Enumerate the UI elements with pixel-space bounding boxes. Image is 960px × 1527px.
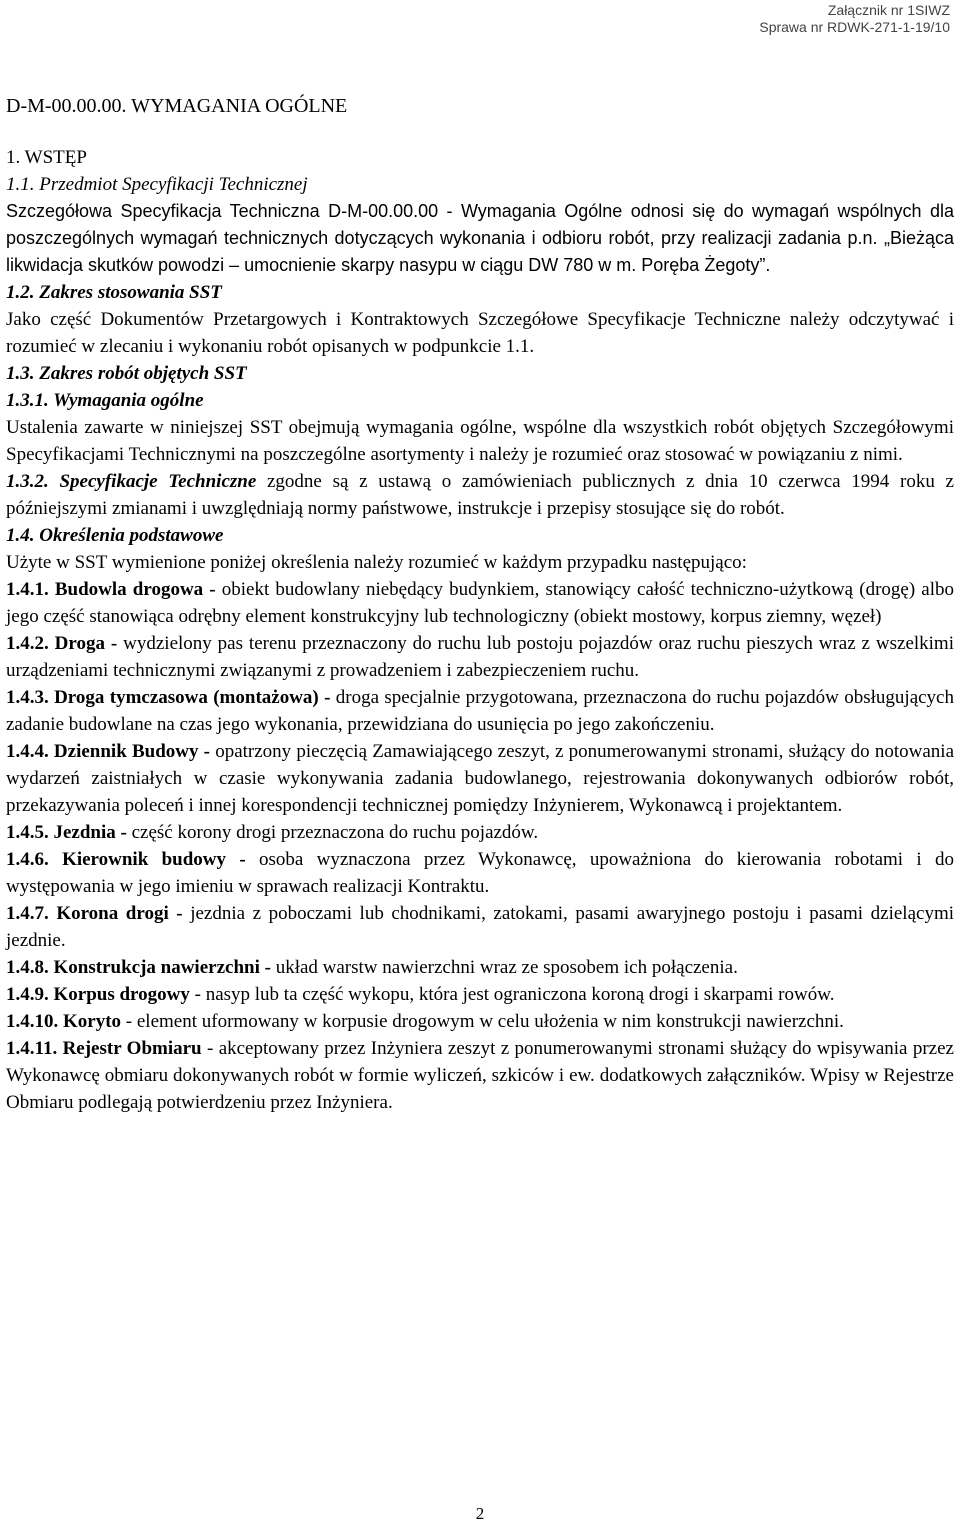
definition-text: układ warstw nawierzchni wraz ze sposobem ich połączenia. [270,957,738,978]
definition-text: jezdnia z poboczami lub chodnikami, zatokami, pasami awaryjnego postoju i pasami dzielącymi jezdnie. [6,903,954,951]
document-title: D-M-00.00.00. WYMAGANIA OGÓLNE [6,95,348,117]
definition-item [6,1008,954,1035]
definition-item [6,1035,954,1116]
definition-term: 1.4.10. Koryto [6,1011,122,1032]
document-header-reference [759,2,950,36]
section-heading-1-1: 1.1. Przedmiot Specyfikacji Technicznej [6,174,308,195]
definition-text: obiekt budowlany niebędący budynkiem, stanowiący całość techniczno-użytkową (drogę) albo jego część stanowiąca odrębny element konstrukcyjny lub technologiczny (obiekt mostowy, korpus ziemny, węzeł) [6,579,954,627]
section-1-3-1-text: Ustalenia zawarte w niniejszej SST obejmują wymagania ogólne, wspólne dla wszystkich robót objętych Szczegółowymi Specyfikacjami Technicznymi na poszczególne asortymenty i należy je rozumieć oraz stosować w powiązaniu z nimi. [6,417,954,465]
definition-term: 1.4.9. Korpus drogowy [6,984,190,1005]
definition-item [6,954,954,981]
definition-item [6,900,954,954]
section-1-1-text: Szczegółowa Specyfikacja Techniczna D-M-00.00.00 - Wymagania Ogólne odnosi się do wymagań wspólnych dla poszczególnych wymagań technicznych dotyczących wykonania i odbioru robót, przy realizacji zadania p.n. „Bieżąca likwidacja skutków powodzi – umocnienie skarpy nasypu w ciągu DW 780 w m. Poręba Żegoty”. [6,201,954,275]
definition-item [6,846,954,900]
definition-term: 1.4.8. Konstrukcja nawierzchni - [6,957,271,978]
definition-item [6,630,954,684]
definition-text: część korony drogi przeznaczona do ruchu pojazdów. [126,822,539,843]
section-1-4-text: Użyte w SST wymienione poniżej określenia należy rozumieć w każdym przypadku następująco: [6,552,747,573]
definition-text: osoba wyznaczona przez Wykonawcę, upoważniona do kierowania robotami i do występowania w jego imieniu w sprawach realizacji Kontraktu. [6,849,954,897]
case-number: Sprawa nr RDWK-271-1-19/10 [759,19,950,35]
definition-term: 1.4.5. Jezdnia - [6,822,127,843]
definition-item [6,819,954,846]
document-body [6,92,954,1116]
definition-text: droga specjalnie przygotowana, przeznaczona do ruchu pojazdów obsługujących zadanie budowlane na czas jego wykonania, przewidziana do usunięcia po jego zakończeniu. [6,687,954,735]
definition-text: opatrzony pieczęcią Zamawiającego zeszyt, z ponumerowanymi stronami, służący do notowania wydarzeń zaistniałych w czasie wykonywania zadania budowlanego, rejestrowania dokonywanych odbiorów robót, przekazywania poleceń i innej korespondencji technicznej pomiędzy Inżynierem, Wykonawcą i projektantem. [6,741,955,816]
definition-item [6,576,954,630]
section-1-3-2-paragraph [6,468,954,522]
attachment-label: Załącznik nr 1SIWZ [827,2,950,18]
section-heading-1-4: 1.4. Określenia podstawowe [6,525,224,546]
definition-text: - akceptowany przez Inżyniera zeszyt z ponumerowanymi stronami służący do wpisywania przez Wykonawcę obmiaru dokonywanych robót w formie wyliczeń, szkiców i ew. dodatkowych załączników. Wpisy w Rejestrze Obmiaru podlegają potwierdzeniu przez Inżyniera. [6,1038,954,1113]
section-heading-introduction: 1. WSTĘP [6,147,87,168]
section-heading-1-2: 1.2. Zakres stosowania SST [6,282,222,303]
definition-term: 1.4.1. Budowla drogowa - [6,579,216,600]
definition-term: 1.4.3. Droga tymczasowa (montażowa) - [6,687,331,708]
definition-item [6,738,954,819]
definition-item [6,981,954,1008]
section-1-3-2-text: zgodne są z ustawą o zamówieniach publicznych z dnia 10 czerwca 1994 roku z późniejszymi zmianami i uwzględniają normy państwowe, instrukcje i przepisy stosujące się do robót. [6,471,954,519]
definition-term: 1.4.6. Kierownik budowy - [6,849,246,870]
definition-text: wydzielony pas terenu przeznaczony do ruchu lub postoju pojazdów oraz ruchu pieszych wraz z wszelkimi urządzeniami technicznymi związanymi z prowadzeniem i zabezpieczeniem ruchu. [6,633,954,681]
definition-term: 1.4.7. Korona drogi - [6,903,183,924]
definition-item [6,684,954,738]
definition-term: 1.4.11. Rejestr Obmiaru [6,1038,202,1059]
definition-text: - element uformowany w korpusie drogowym w celu ułożenia w nim konstrukcji nawierzchni. [121,1011,844,1032]
definition-term: 1.4.4. Dziennik Budowy - [6,741,211,762]
definition-term: 1.4.2. Droga - [6,633,118,654]
page-number: 2 [475,1504,485,1523]
section-1-2-text: Jako część Dokumentów Przetargowych i Kontraktowych Szczegółowe Specyfikacje Techniczne należy odczytywać i rozumieć w zlecaniu i wykonaniu robót opisanych w podpunkcie 1.1. [6,309,954,357]
section-1-3-2-lead: 1.3.2. Specyfikacje Techniczne [6,471,257,492]
definition-text: - nasyp lub ta część wykopu, która jest ograniczona koroną drogi i skarpami rowów. [189,984,835,1005]
section-heading-1-3: 1.3. Zakres robót objętych SST [6,363,247,384]
section-heading-1-3-1: 1.3.1. Wymagania ogólne [6,390,204,411]
